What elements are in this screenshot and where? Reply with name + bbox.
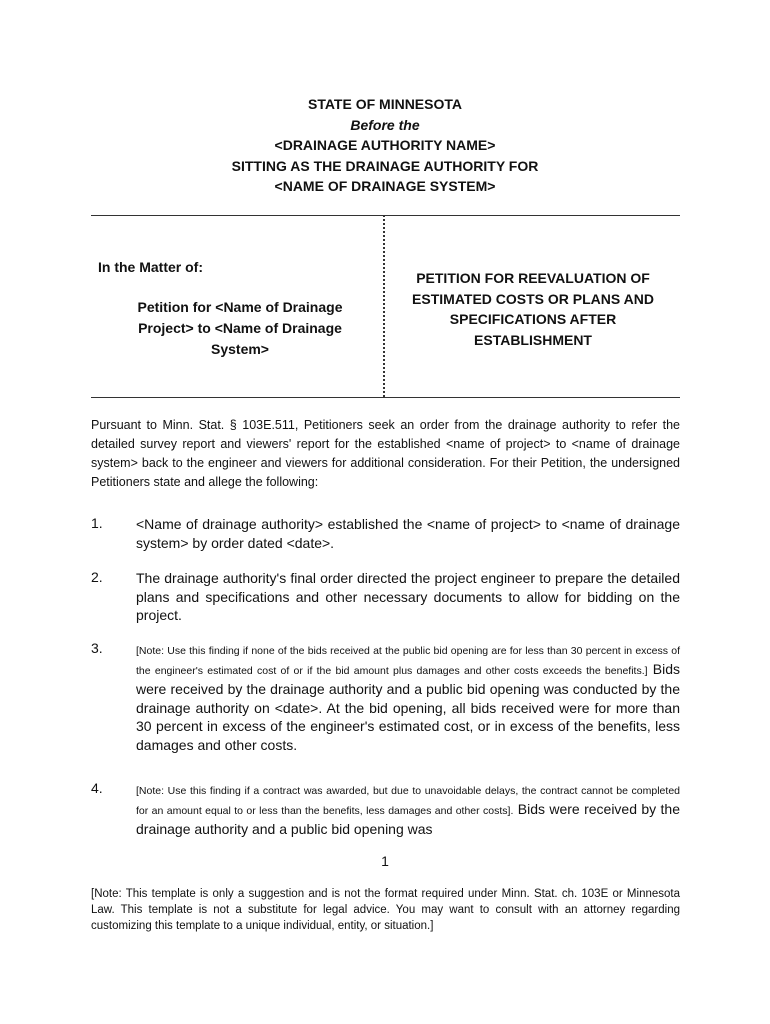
item-text: Bids were received by the drainage authority and a public bid opening was conducted by the drainage authority on <date>. At the bid opening, all bids received were for more than 30 percent in excess of the engineer's estimated cost, or in excess of the benefits, less damages and other costs. bbox=[136, 661, 681, 753]
header-authority: <DRAINAGE AUTHORITY NAME> bbox=[274, 137, 496, 153]
header-sitting: SITTING AS THE DRAINAGE AUTHORITY FOR bbox=[231, 157, 539, 174]
item-number: 2. bbox=[91, 569, 103, 585]
item-number: 1. bbox=[91, 515, 103, 531]
document-header bbox=[0, 94, 770, 197]
header-before: Before the bbox=[350, 116, 420, 133]
title-line: ESTABLISHMENT bbox=[474, 331, 592, 348]
item-number: 3. bbox=[91, 640, 103, 656]
caption-divider bbox=[383, 215, 385, 397]
item-text: <Name of drainage authority> established the <name of project> to <name of drainage system> by order dated <date>. bbox=[136, 516, 680, 551]
item-text: Bids were received by the drainage authority and a public bid opening was bbox=[136, 801, 680, 837]
caption-bottom-rule bbox=[91, 397, 680, 398]
item-body bbox=[136, 569, 680, 625]
matter-label: In the Matter of: bbox=[98, 259, 203, 275]
petition-title bbox=[393, 268, 673, 350]
matter-line: System> bbox=[211, 341, 269, 357]
header-system: <NAME OF DRAINAGE SYSTEM> bbox=[274, 178, 496, 194]
header-state: STATE OF MINNESOTA bbox=[308, 96, 462, 112]
item-body bbox=[136, 515, 680, 552]
title-line: PETITION FOR REEVALUATION OF bbox=[416, 270, 650, 286]
item-note: [Note: Use this finding if a contract was awarded, but due to unavoidable delays, the contract cannot be completed for an amount equal to or less than the benefits, less damages and other costs]. bbox=[136, 785, 680, 817]
title-line: ESTIMATED COSTS OR PLANS AND bbox=[412, 290, 654, 307]
item-note: [Note: Use this finding if none of the bids received at the public bid opening are for less than 30 percent in excess of the engineer's estimated cost of or if the bid amount plus damages and other costs exceeds the benefits.] bbox=[136, 645, 680, 677]
item-text: The drainage authority's final order directed the project engineer to prepare the detailed plans and specifications and other necessary documents to allow for bidding on the project. bbox=[136, 570, 680, 623]
footer-note: [Note: This template is only a suggestion and is not the format required under Minn. Stat. ch. 103E or Minnesota Law. This template is not a substitute for legal advice. You may want to consult with an attorney regarding customizing this template to a unique individual, entity, or situation.] bbox=[91, 888, 680, 932]
matter-line: Petition for <Name of Drainage bbox=[137, 299, 343, 315]
matter-line: Project> to <Name of Drainage bbox=[138, 320, 342, 336]
item-body bbox=[136, 640, 680, 754]
item-number: 4. bbox=[91, 780, 103, 796]
intro-paragraph: Pursuant to Minn. Stat. § 103E.511, Petitioners seek an order from the drainage authority to refer the detailed survey report and viewers' report for the established <name of project> to <name of drainage system> back to the engineer and viewers for additional consideration. For their Petition, the undersigned Petitioners state and allege the following: bbox=[91, 418, 680, 489]
caption-top-rule bbox=[91, 215, 680, 216]
title-line: SPECIFICATIONS AFTER bbox=[449, 311, 617, 327]
item-body bbox=[136, 780, 680, 839]
page-number: 1 bbox=[381, 853, 389, 869]
matter-description bbox=[110, 297, 370, 360]
